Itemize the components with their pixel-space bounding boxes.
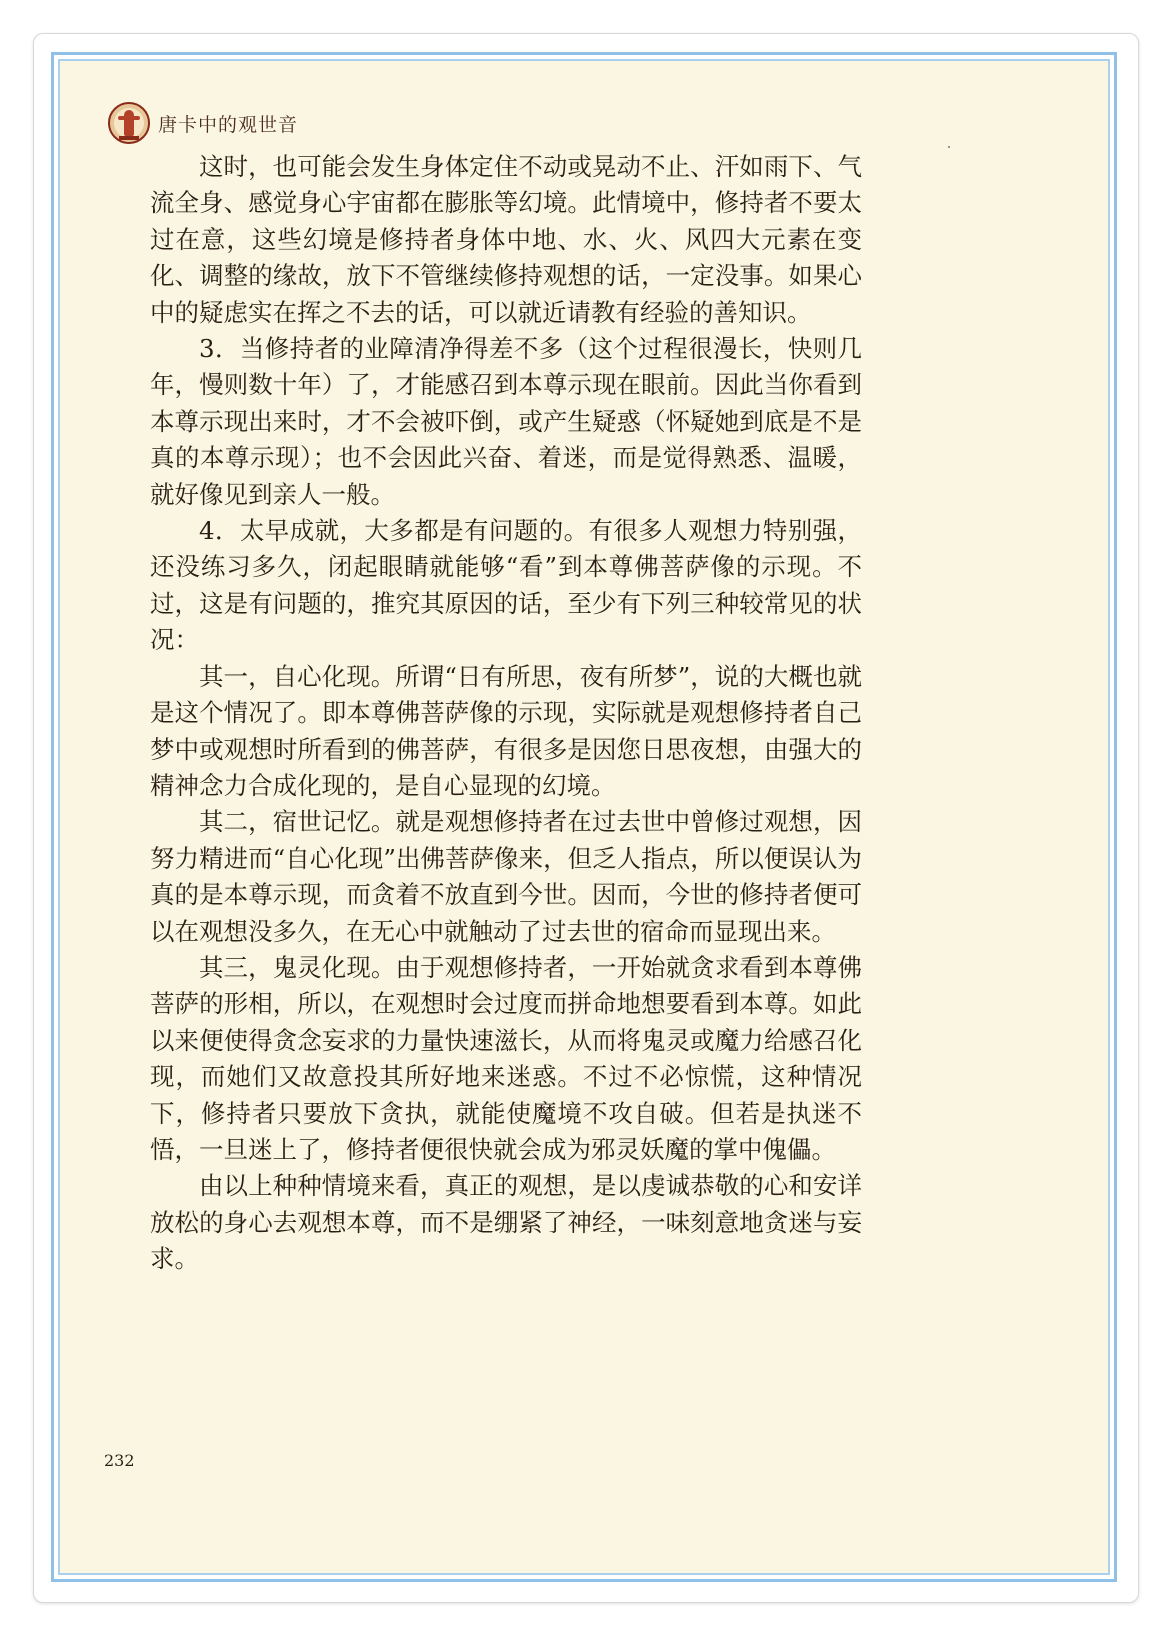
page-number: 232 (104, 1451, 135, 1470)
avalokiteshvara-emblem-icon (108, 102, 150, 144)
paragraph: 其二，宿世记忆。就是观想修持者在过去世中曾修过观想，因努力精进而“自心化现”出佛菩萨像来，但乏人指点，所以便误认为真的是本尊示现，而贪着不放直到今世。因而，今世的修持者便可以在观想没多久，在无心中就触动了过去世的宿命而显现出来。 (150, 807, 862, 946)
paragraph: 由以上种种情境来看，真正的观想，是以虔诚恭敬的心和安详放松的身心去观想本尊，而不是绷紧了神经，一味刻意地贪迷与妄求。 (150, 1171, 862, 1274)
body-text (150, 149, 862, 1278)
running-header (108, 99, 298, 147)
paragraph: 这时，也可能会发生身体定住不动或晃动不止、汗如雨下、气流全身、感觉身心宇宙都在膨胀等幻境。此情境中，修持者不要太过在意，这些幻境是修持者身体中地、水、火、风四大元素在变化、调整的缘故，放下不管继续修持观想的话，一定没事。如果心中的疑虑实在挥之不去的话，可以就近请教有经验的善知识。 (150, 152, 862, 327)
paragraph: 其一，自心化现。所谓“日有所思，夜有所梦”，说的大概也就是这个情况了。即本尊佛菩萨像的示现，实际就是观想修持者自己梦中或观想时所看到的佛菩萨，有很多是因您日思夜想，由强大的精神念力合成化现的，是自心显现的幻境。 (150, 661, 862, 800)
book-page (58, 59, 1110, 1575)
paragraph: 4．太早成就，大多都是有问题的。有很多人观想力特别强，还没练习多久，闭起眼睛就能够“看”到本尊佛菩萨像的示现。不过，这是有问题的，推究其原因的话，至少有下列三种较常见的状况： (150, 516, 862, 655)
header-title: 唐卡中的观世音 (158, 113, 299, 136)
paragraph: 3．当修持者的业障清净得差不多（这个过程很漫长，快则几年，慢则数十年）了，才能感召到本尊示现在眼前。因此当你看到本尊示现出来时，才不会被吓倒，或产生疑惑（怀疑她到底是不是真的本尊示现）；也不会因此兴奋、着迷，而是觉得熟悉、温暖，就好像见到亲人一般。 (150, 334, 862, 509)
paper-speck (948, 146, 950, 148)
paragraph: 其三，鬼灵化现。由于观想修持者，一开始就贪求看到本尊佛菩萨的形相，所以，在观想时会过度而拼命地想要看到本尊。如此以来便使得贪念妄求的力量快速滋长，从而将鬼灵或魔力给感召化现，而她们又故意投其所好地来迷惑。不过不必惊慌，这种情况下，修持者只要放下贪执，就能使魔境不攻自破。但若是执迷不悟，一旦迷上了，修持者便很快就会成为邪灵妖魔的掌中傀儡。 (150, 952, 862, 1164)
